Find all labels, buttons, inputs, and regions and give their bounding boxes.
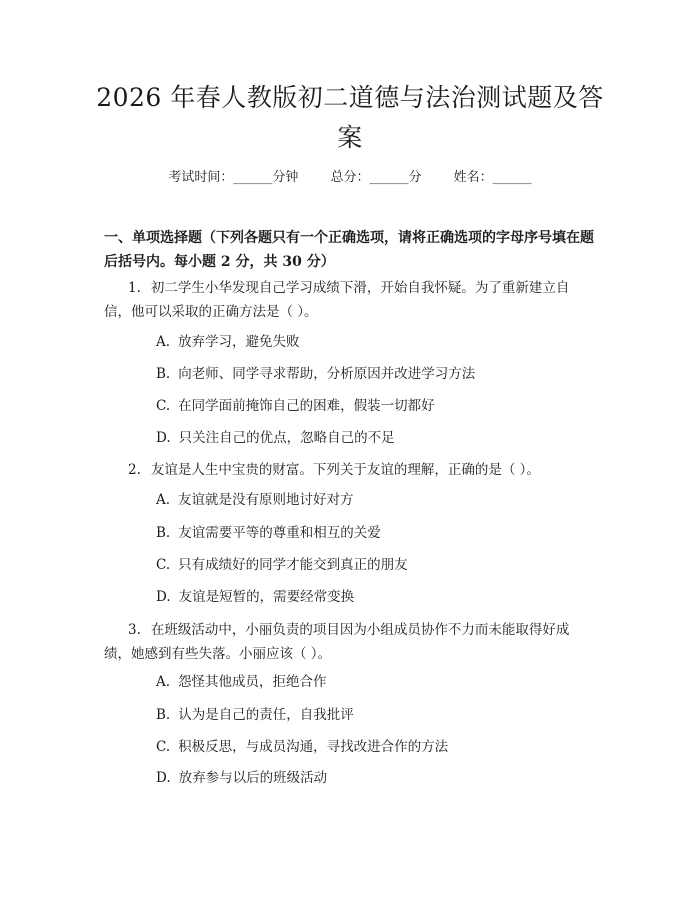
exam-time-label: 考试时间：______分钟 <box>168 170 299 185</box>
option-letter: B. <box>156 707 171 723</box>
student-name-label: 姓名：______ <box>453 170 532 185</box>
section-heading <box>104 226 604 274</box>
option-text: 友谊是短暂的，需要经常变换 <box>178 589 355 605</box>
option-text: 只关注自己的优点，忽略自己的不足 <box>178 430 395 446</box>
total-score-label: 总分：______分 <box>330 170 422 185</box>
question-3-option-c[interactable] <box>156 737 596 757</box>
option-text: 怨怪其他成员，拒绝合作 <box>178 674 327 690</box>
option-letter: A. <box>156 674 171 690</box>
option-letter: C. <box>156 557 171 573</box>
question-2-stem-line-1: 友谊是人生中宝贵的财富。下列关于友谊的理解，正确的是（ ）。 <box>150 462 540 478</box>
question-3-number: 3. <box>128 622 141 638</box>
question-2-stem <box>104 458 604 482</box>
question-2-option-d[interactable] <box>156 587 596 607</box>
question-1-stem <box>104 276 604 324</box>
option-letter: C. <box>156 739 171 755</box>
option-letter: D. <box>156 770 171 786</box>
option-text: 只有成绩好的同学才能交到真正的朋友 <box>178 557 408 573</box>
title-line-2: 案 <box>337 123 363 152</box>
question-3-stem <box>104 618 604 666</box>
option-text: 放弃参与以后的班级活动 <box>178 770 328 786</box>
option-letter: C. <box>156 398 171 414</box>
question-3-option-d[interactable] <box>156 768 596 788</box>
question-3-option-a[interactable] <box>156 672 596 692</box>
question-2-option-b[interactable] <box>156 523 596 543</box>
title-line-1: 2026 年春人教版初二道德与法治测试题及答 <box>96 83 604 112</box>
page-title <box>90 78 610 158</box>
option-letter: D. <box>156 589 171 605</box>
option-letter: A. <box>156 334 171 350</box>
question-3-stem-line-2: 绩，她感到有些失落。小丽应该（ ）。 <box>104 646 332 662</box>
section-heading-line-1: 一、单项选择题（下列各题只有一个正确选项，请将正确选项的字母序号填在题 <box>104 230 594 246</box>
option-text: 向老师、同学寻求帮助，分析原因并改进学习方法 <box>178 366 476 382</box>
section-heading-line-2: 后括号内。每小题 2 分，共 30 分） <box>104 254 335 270</box>
question-1-option-a[interactable] <box>156 332 596 352</box>
option-text: 友谊就是没有原则地讨好对方 <box>178 492 354 508</box>
question-3-stem-line-1: 在班级活动中，小丽负责的项目因为小组成员协作不力而未能取得好成 <box>150 622 570 638</box>
option-text: 放弃学习，避免失败 <box>178 334 300 350</box>
question-1-stem-line-2: 信，他可以采取的正确方法是（ ）。 <box>104 304 318 320</box>
option-text: 在同学面前掩饰自己的困难，假装一切都好 <box>178 398 435 414</box>
exam-meta <box>0 168 700 188</box>
question-1-number: 1. <box>128 280 141 296</box>
option-text: 友谊需要平等的尊重和相互的关爱 <box>178 525 381 541</box>
option-letter: B. <box>156 366 171 382</box>
question-2-number: 2. <box>128 462 141 478</box>
question-2-option-c[interactable] <box>156 555 596 575</box>
option-text: 认为是自己的责任，自我批评 <box>178 707 354 723</box>
question-1-option-d[interactable] <box>156 428 596 448</box>
option-letter: B. <box>156 525 171 541</box>
question-3-option-b[interactable] <box>156 705 596 725</box>
question-1-stem-line-1: 初二学生小华发现自己学习成绩下滑，开始自我怀疑。为了重新建立自 <box>150 280 570 296</box>
question-2-option-a[interactable] <box>156 490 596 510</box>
option-text: 积极反思，与成员沟通，寻找改进合作的方法 <box>178 739 449 755</box>
question-1-option-c[interactable] <box>156 396 596 416</box>
question-1-option-b[interactable] <box>156 364 596 384</box>
option-letter: D. <box>156 430 171 446</box>
option-letter: A. <box>156 492 171 508</box>
